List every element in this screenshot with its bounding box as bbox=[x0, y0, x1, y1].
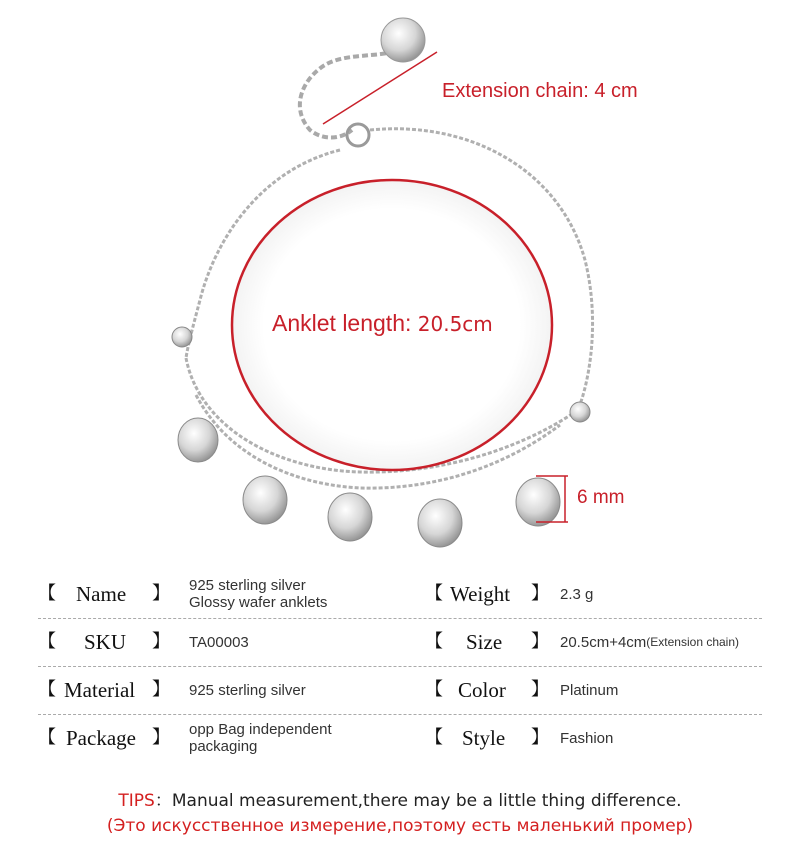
size-value: 20.5cm+4cm (Extension chain) bbox=[560, 633, 740, 651]
tips-line: TIPS：Manual measurement,there may be a little thing difference. bbox=[118, 791, 682, 811]
extension-label: Extension chain: 4 cm bbox=[442, 80, 638, 102]
weight-value: 2.3 g bbox=[560, 585, 594, 603]
style-key: Style bbox=[462, 726, 506, 750]
material-key: Material bbox=[64, 678, 136, 702]
length-label-text: Anklet length: bbox=[272, 310, 412, 336]
color-value: Platinum bbox=[560, 681, 619, 699]
size-key: Size bbox=[466, 630, 503, 654]
tips-text: Manual measurement,there may be a little thing difference. bbox=[171, 791, 682, 811]
width-label: 6 mm bbox=[577, 487, 625, 508]
tips-label: TIPS bbox=[118, 791, 155, 811]
weight-key: Weight bbox=[450, 582, 511, 606]
length-value: 20.5cm bbox=[417, 312, 493, 336]
spec-row-sku: 【 SKU 】 TA00003 【 Size 】 20.5cm+4cm (Extension chain) bbox=[38, 618, 762, 667]
spec-row-material: 【 Material 】 925 sterling silver 【 Color 】 Platinum bbox=[38, 666, 762, 715]
package-value: opp Bag independent packaging bbox=[189, 721, 332, 755]
name-value: 925 sterling silver Glossy wafer anklets bbox=[189, 577, 328, 611]
style-value: Fashion bbox=[560, 729, 614, 747]
color-key: Color bbox=[458, 678, 506, 702]
package-key: Package bbox=[66, 726, 136, 750]
sku-key: SKU bbox=[84, 630, 127, 654]
length-label bbox=[272, 310, 493, 337]
spec-row-name: 【 Name 】 925 sterling silver Glossy wafer anklets 【 Weight 】 2.3 g bbox=[38, 570, 762, 619]
bead-right bbox=[570, 402, 590, 422]
tips-russian: (Это искусственное измерение,поэтому есть маленький промер) bbox=[106, 816, 694, 836]
sku-value: TA00003 bbox=[189, 633, 249, 651]
name-key: Name bbox=[76, 582, 127, 606]
material-value: 925 sterling silver bbox=[189, 681, 306, 699]
spec-row-package: 【 Package 】 opp Bag independent packaging 【 Style 】 Fashion bbox=[38, 714, 762, 762]
bead-left bbox=[172, 327, 192, 347]
